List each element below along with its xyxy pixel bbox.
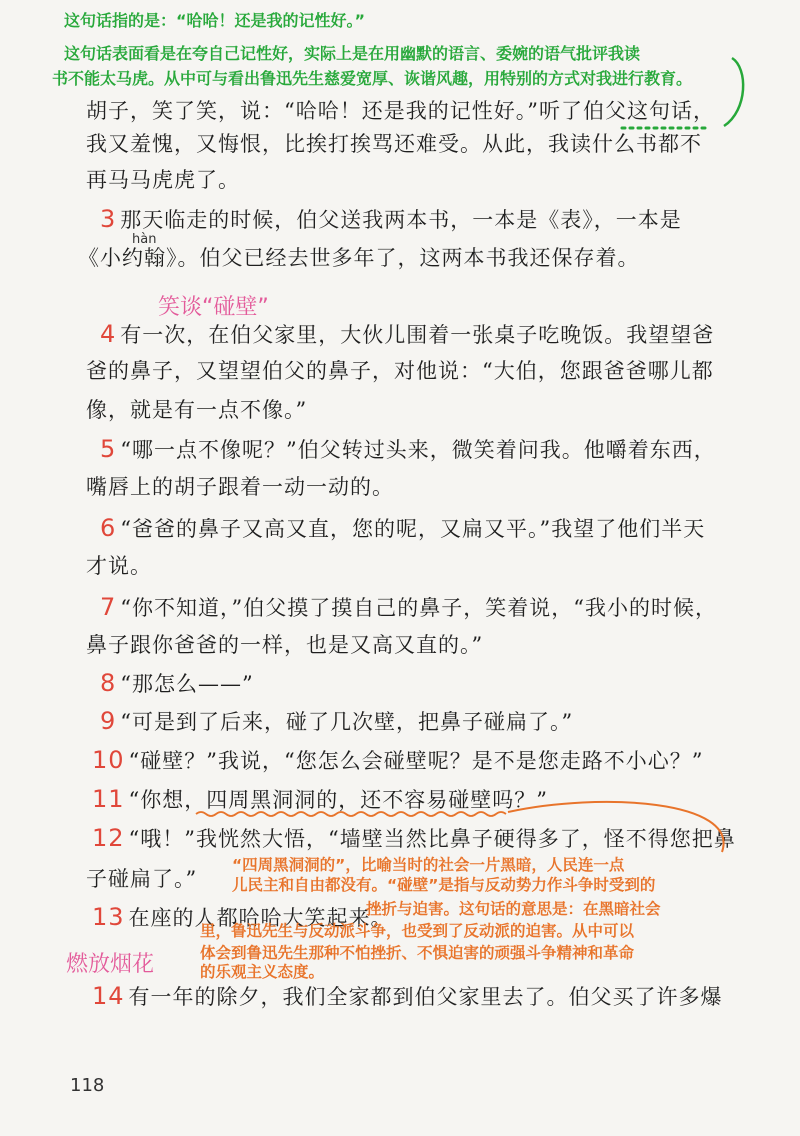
annotation-bottom-line2: 儿民主和自由都没有。“碰壁”是指与反动势力作斗争时受到的 <box>232 876 656 894</box>
body-line: 爸的鼻子，又望望伯父的鼻子，对他说：“大伯，您跟爸爸哪儿都 <box>86 359 714 383</box>
underlined-sentence: 四周黑洞洞的，还不容易碰壁吗？ <box>206 788 537 812</box>
body-line: 像，就是有一点不像。” <box>86 398 308 422</box>
paragraph-14 <box>92 983 723 1010</box>
paragraph-text: 有一次，在伯父家里，大伙儿围着一张桌子吃晚饭。我望望爸 <box>120 323 715 347</box>
paragraph-4 <box>100 321 714 348</box>
paragraph-8 <box>100 670 254 697</box>
paragraph-number: 6 <box>100 514 117 542</box>
annotation-bottom-line4: 里，鲁迅先生与反动派斗争，也受到了反动派的迫害。从中可以 <box>200 922 635 940</box>
paragraph-text: 在座的人都哈哈大笑起来。 <box>128 906 393 930</box>
annotation-top-line1: 这句话指的是：“哈哈！还是我的记性好。” <box>64 11 366 30</box>
paragraph-12 <box>92 825 736 852</box>
section-heading-fireworks: 燃放烟花 <box>66 952 155 977</box>
paragraph-text: ” <box>536 788 549 812</box>
paragraph-9 <box>100 708 573 735</box>
body-line: 我又羞愧，又悔恨，比挨打挨骂还难受。从此，我读什么书都不 <box>86 132 702 156</box>
paragraph-text: “爸爸的鼻子又高又直，您的呢，又扁又平。”我望了他们半天 <box>120 517 706 541</box>
paragraph-number: 12 <box>92 824 125 852</box>
paragraph-number: 5 <box>100 435 117 463</box>
annotation-bottom-line6: 的乐观主义态度。 <box>200 963 325 981</box>
annotation-bottom-line3: 挫折与迫害。这句话的意思是：在黑暗社会 <box>366 900 661 918</box>
paragraph-number: 3 <box>100 205 117 233</box>
paragraph-number: 10 <box>92 746 125 774</box>
green-bracket-curve <box>724 58 743 126</box>
paragraph-text: 有一年的除夕，我们全家都到伯父家里去了。伯父买了许多爆 <box>128 985 723 1009</box>
paragraph-3 <box>100 206 682 233</box>
paragraph-number: 13 <box>92 903 125 931</box>
body-line: 子碰扁了。” <box>86 867 198 891</box>
section-heading-peng-bi: 笑谈“碰壁” <box>158 295 269 320</box>
paragraph-text: “那怎么——” <box>120 672 254 696</box>
paragraph-text: “哦！”我恍然大悟，“墙壁当然比鼻子硬得多了，怪不得您把鼻 <box>128 827 736 851</box>
body-line: 嘴唇上的胡子跟着一动一动的。 <box>86 475 394 499</box>
paragraph-5 <box>100 436 716 463</box>
body-line: 《小约翰》。伯父已经去世多年了，这两本书我还保存着。 <box>78 246 640 270</box>
paragraph-number: 9 <box>100 707 117 735</box>
paragraph-number: 7 <box>100 593 117 621</box>
body-line: 再马马虎虎了。 <box>86 168 240 192</box>
paragraph-text: “哪一点不像呢？”伯父转过头来，微笑着问我。他嚼着东西， <box>120 438 716 462</box>
body-line: 鼻子跟你爸爸的一样，也是又高又直的。” <box>86 633 484 657</box>
paragraph-number: 8 <box>100 669 117 697</box>
paragraph-number: 11 <box>92 785 125 813</box>
paragraph-10 <box>92 747 704 774</box>
page-number: 118 <box>70 1075 105 1096</box>
paragraph-6 <box>100 515 705 542</box>
paragraph-text: “你不知道，”伯父摸了摸自己的鼻子，笑着说，“我小的时候， <box>120 596 717 620</box>
paragraph-text: “可是到了后来，碰了几次壁，把鼻子碰扁了。” <box>120 710 574 734</box>
annotation-top-line3: 书不能太马虎。从中可与看出鲁迅先生慈爱宽厚、诙谐风趣，用特别的方式对我进行教育。 <box>52 69 693 88</box>
paragraph-text: “碰壁？”我说，“您怎么会碰壁呢？是不是您走路不小心？” <box>128 749 704 773</box>
paragraph-11 <box>92 786 548 813</box>
body-line: 才说。 <box>86 554 152 578</box>
annotation-bottom-line1: “四周黑洞洞的”，比喻当时的社会一片黑暗，人民连一点 <box>232 856 625 874</box>
paragraph-text: 那天临走的时候，伯父送我两本书，一本是《表》，一本是 <box>120 208 682 232</box>
pinyin-annotation: hàn <box>132 232 157 247</box>
paragraph-7 <box>100 594 717 621</box>
paragraph-number: 14 <box>92 982 125 1010</box>
body-line: 胡子，笑了笑，说：“哈哈！还是我的记性好。”听了伯父这句话， <box>86 99 715 123</box>
annotation-top-line2: 这句话表面看是在夸自己记性好，实际上是在用幽默的语言、委婉的语气批评我读 <box>64 44 641 63</box>
annotation-bottom-line5: 体会到鲁迅先生那种不怕挫折、不惧迫害的顽强斗争精神和革命 <box>200 944 635 962</box>
paragraph-text: “你想， <box>128 788 207 812</box>
paragraph-number: 4 <box>100 320 117 348</box>
